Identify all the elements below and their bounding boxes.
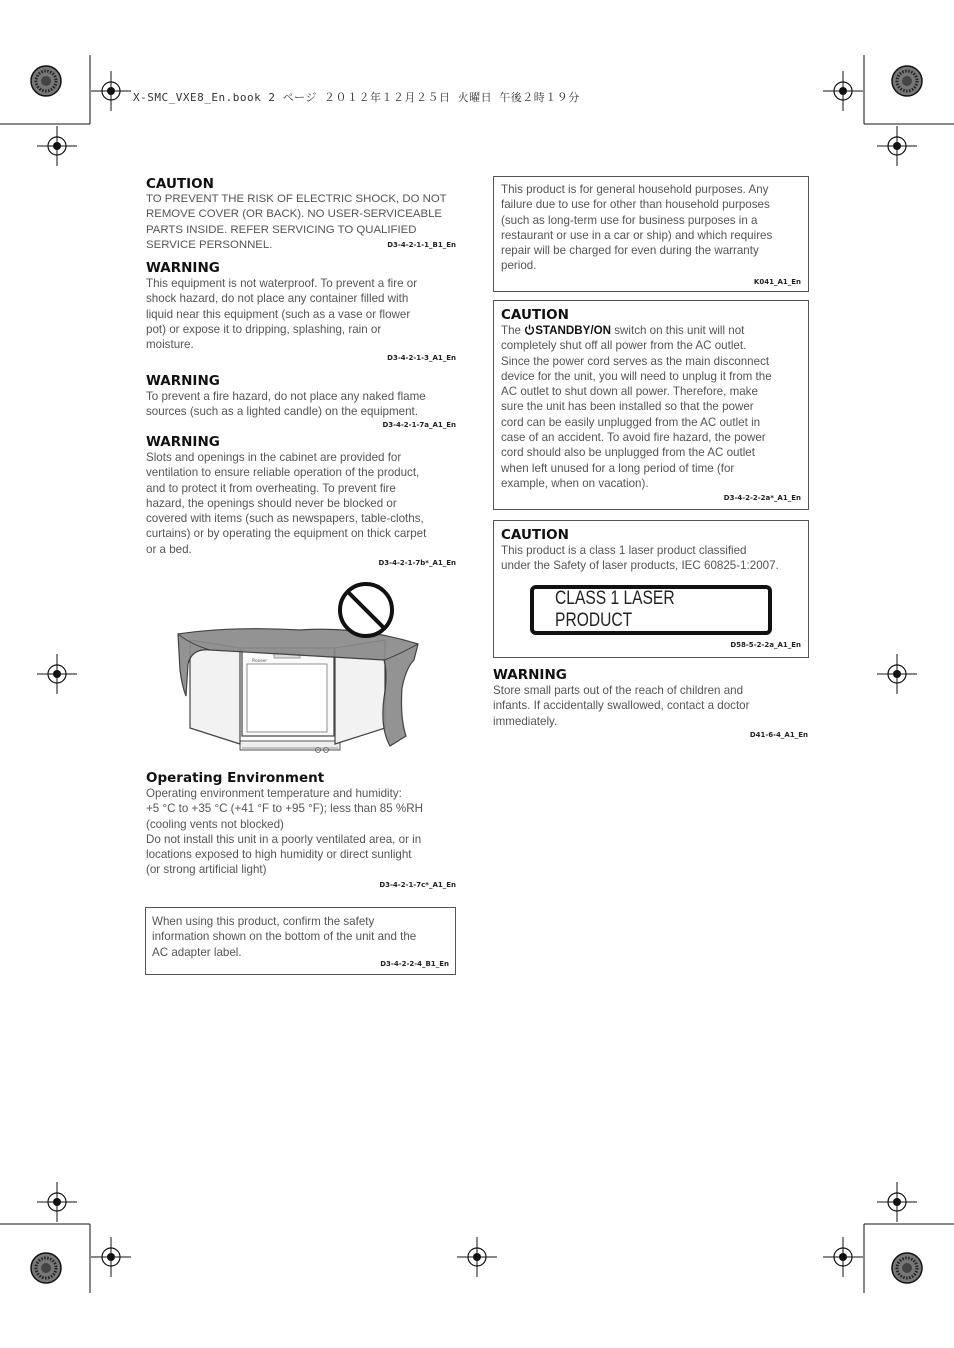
heading: WARNING [146, 434, 220, 450]
registration-cross-icon [823, 71, 863, 111]
warning-waterproof [146, 260, 456, 362]
doc-code: D3-4-2-1-7b*_A1_En [378, 559, 456, 568]
registration-wheel-icon [892, 1253, 922, 1283]
registration-wheel-icon [31, 1253, 61, 1283]
operating-environment [146, 770, 456, 889]
heading: WARNING [146, 373, 220, 389]
doc-code: D3-4-2-1-7c*_A1_En [379, 880, 456, 889]
device-brand-text: Pioneer [252, 658, 267, 663]
warning-small-parts [493, 667, 808, 739]
doc-code: D3-4-2-2-2a*_A1_En [723, 494, 801, 503]
laser-class-label: CLASS 1 LASER PRODUCT [530, 585, 772, 635]
doc-code: D41-6-4_A1_En [749, 730, 808, 739]
paragraph: Slots and openings in the cabinet are provided for ventilation to ensure reliable operation of the product, and to protect it from overheating. To prevent fire hazard, the openings should never be blocked or covered with items (such as newspapers, table-cloths, curtains) or by operating the equipment on thick carpet or a bed. [146, 451, 427, 556]
doc-code: D3-4-2-1-7a_A1_En [382, 420, 456, 429]
file-header: X-SMC_VXE8_En.book 2 ページ ２０１２年１２月２５日 火曜日 午後２時１９分 [133, 91, 580, 104]
registration-wheel-icon [31, 66, 61, 96]
warning-naked-flame [146, 373, 456, 429]
safety-label-box [145, 907, 456, 975]
doc-code: D58-5-2-2a_A1_En [730, 640, 801, 649]
first-line: The STANDBY/ON switch on this unit will not [501, 324, 745, 337]
standby-label: STANDBY/ON [535, 324, 611, 337]
registration-cross-icon [37, 1182, 77, 1222]
paragraph: When using this product, confirm the safety information shown on the bottom of the unit and the AC adapter label. [152, 915, 417, 959]
registration-cross-icon [877, 126, 917, 166]
prohibited-icon [340, 584, 392, 636]
registration-cross-icon [457, 1237, 497, 1277]
registration-cross-icon [37, 654, 77, 694]
household-use-box [493, 176, 809, 292]
caution-electric-shock [146, 176, 456, 249]
paragraph: The STANDBY/ON switch on this unit will not completely shut off all power from the AC outlet. Since the power cord serves as the main disconnect device for the unit, you will need to unplug it from the AC outlet to shut down all power. Therefore, make sure the unit has been installed so that the power cord can be easily unplugged from the AC outlet in case of an accident. To avoid fire hazard, the power cord should also be unplugged from the AC outlet when left unused for a long period of time (for example, when on vacation). [501, 323, 801, 491]
paragraph: This product is a class 1 laser product classified under the Safety of laser products, IEC 60825-1:2007. [501, 544, 779, 573]
registration-cross-icon [91, 71, 131, 111]
registration-cross-icon [877, 654, 917, 694]
registration-wheel-icon [892, 66, 922, 96]
heading: CAUTION [501, 527, 569, 543]
registration-cross-icon [37, 126, 77, 166]
heading: WARNING [146, 260, 220, 276]
paragraph: Store small parts out of the reach of children and infants. If accidentally swallowed, contact a doctor immediately. [493, 684, 750, 728]
warning-ventilation [146, 434, 456, 567]
paragraph: To prevent a fire hazard, do not place any naked flame sources (such as a lighted candle) on the equipment. [146, 390, 426, 419]
paragraph: This equipment is not waterproof. To prevent a fire or shock hazard, do not place any container filled with liquid near this equipment (such as a vase or flower pot) or expose it to dripping, splashing, rain or moisture. [146, 277, 418, 352]
heading: Operating Environment [146, 770, 325, 786]
caution-standby-box [493, 300, 809, 510]
registration-cross-icon [91, 1237, 131, 1277]
power-icon [524, 324, 535, 335]
covered-unit-illustration [170, 578, 430, 762]
paragraph: Operating environment temperature and humidity: +5 °C to +35 °C (+41 °F to +95 °F); less than 85 %RH (cooling vents not blocked) Do not install this unit in a poorly ventilated area, or in locations exposed to high humidity or direct sunlight (or strong artificial light) [146, 787, 423, 877]
heading: WARNING [493, 667, 567, 683]
heading: CAUTION [146, 176, 214, 192]
caution-laser-box [493, 520, 809, 658]
paragraph: This product is for general household purposes. Any failure due to use for other than household purposes (such as long-term use for business purposes in a restaurant or use in a car or ship) and which requires repair will be charged for even during the warranty period. [501, 183, 773, 273]
doc-code: D3-4-2-2-4_B1_En [380, 959, 449, 968]
doc-code: D3-4-2-1-1_B1_En [387, 241, 456, 250]
doc-code: K041_A1_En [753, 277, 801, 286]
paragraph: TO PREVENT THE RISK OF ELECTRIC SHOCK, DO NOT REMOVE COVER (OR BACK). NO USER-SERVICEABLE PARTS INSIDE. REFER SERVICING TO QUALIFIED SERVICE PERSONNEL. [146, 193, 447, 251]
registration-cross-icon [877, 1182, 917, 1222]
heading: CAUTION [501, 307, 569, 323]
doc-code: D3-4-2-1-3_A1_En [387, 354, 456, 363]
registration-cross-icon [823, 1237, 863, 1277]
